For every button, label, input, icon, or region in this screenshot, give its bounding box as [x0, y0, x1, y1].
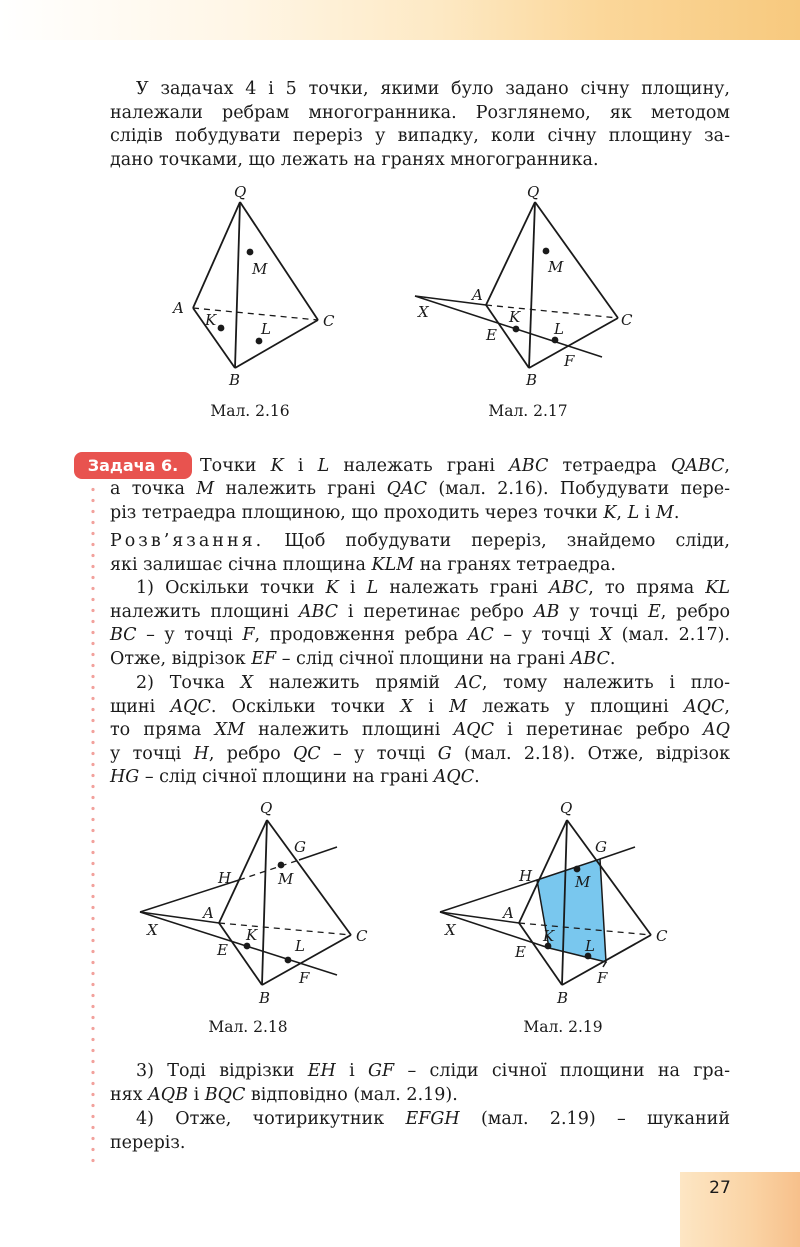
caption-2-18: Мал. 2.18: [208, 1018, 288, 1036]
page-corner-decoration: [680, 1172, 800, 1247]
task-badge: Задача 6.: [74, 452, 192, 479]
intro-paragraph: [110, 78, 730, 172]
label-m: M: [575, 873, 591, 891]
label-c: C: [323, 312, 335, 330]
label-q: Q: [234, 183, 247, 201]
label-h: H: [519, 867, 533, 885]
caption-2-16: Мал. 2.16: [210, 402, 290, 420]
task-statement: а точка M належить грані QAC (мал. 2.16). Побудувати пере- різ тетраедра площиною, що проходить через точки K, L і M.: [110, 479, 731, 523]
step-2: 2) Точка X належить прямій AC, тому належить і пло- щині AQC. Оскільки точки X і M лежать у площині AQC, то пряма XM належить площині AQC і перетинає ребро AQ у точці H, ребро QC – у точці G (мал. 2.18). Отже, відрізок HG – слід січної площини на грані AQC.: [110, 673, 731, 787]
caption-2-17: Мал. 2.17: [488, 402, 568, 420]
figure-2-19: [435, 795, 685, 1014]
page-number: 27: [709, 1178, 731, 1198]
intro-line: У задачах 4 і 5 точки, якими було задано січну площину,: [136, 79, 730, 99]
label-f: F: [597, 969, 608, 987]
label-c: C: [621, 311, 633, 329]
label-e: E: [486, 326, 497, 344]
label-q: Q: [260, 799, 273, 817]
step-1: 1) Оскільки точки K і L належать грані ABC, то пряма KL належить площині ABC і перетинає ребро AB у точці E, ребро BC – у точці F, продовження ребра AC – у точці X (мал. 2.17). Отже, відрізок EF – слід січної площини на грані ABC.: [110, 578, 730, 669]
intro-line: слідів побудувати переріз у випадку, коли січну площину за-: [110, 126, 730, 146]
label-a: A: [472, 286, 483, 304]
intro-line: дано точками, що лежать на гранях многогранника.: [110, 149, 599, 170]
label-m: M: [252, 260, 268, 278]
label-k: K: [246, 926, 258, 944]
label-g: G: [294, 838, 306, 856]
label-b: B: [557, 989, 569, 1007]
label-g: G: [595, 838, 607, 856]
label-k: K: [543, 927, 555, 945]
label-l: L: [295, 937, 305, 955]
label-b: B: [259, 989, 271, 1007]
header-decoration: [0, 0, 800, 40]
figure-2-17: [410, 180, 650, 399]
label-l: L: [554, 320, 564, 338]
step-4: 4) Отже, чотирикутник EFGH (мал. 2.19) – шуканий переріз.: [110, 1109, 730, 1153]
label-c: C: [356, 927, 368, 945]
label-h: H: [218, 869, 232, 887]
label-q: Q: [560, 799, 573, 817]
label-k: K: [509, 308, 521, 326]
caption-2-19: Мал. 2.19: [523, 1018, 603, 1036]
solution-intro: Розв’язання. Щоб побудувати переріз, знайдемо сліди, які залишає січна площина KLM на гранях тетраедра.: [110, 531, 730, 575]
task-statement-line-1: Точки K і L належать грані ABC тетраедра QABC,: [200, 456, 730, 476]
label-a: A: [173, 299, 184, 317]
label-x: X: [418, 303, 429, 321]
figure-2-18: [135, 795, 385, 1014]
label-a: A: [203, 904, 214, 922]
label-l: L: [261, 320, 271, 338]
label-c: C: [656, 927, 668, 945]
label-q: Q: [527, 183, 540, 201]
step-3: 3) Тоді відрізки EH і GF – сліди січної площини на гра- нях AQB і BQC відповідно (мал. 2.19).: [110, 1061, 730, 1105]
label-k: K: [205, 311, 217, 329]
label-m: M: [548, 258, 564, 276]
label-a: A: [503, 904, 514, 922]
label-b: B: [229, 371, 241, 389]
label-f: F: [299, 969, 310, 987]
label-x: X: [147, 921, 158, 939]
margin-dots-decoration: [91, 484, 95, 1164]
intro-line: належали ребрам многогранника. Розглянемо, як методом: [110, 102, 730, 123]
label-m: M: [278, 870, 294, 888]
label-l: L: [585, 937, 595, 955]
figure-2-16: [160, 180, 360, 399]
label-x: X: [445, 921, 456, 939]
label-b: B: [526, 371, 538, 389]
label-f: F: [564, 352, 575, 370]
label-e: E: [217, 941, 228, 959]
label-e: E: [515, 943, 526, 961]
solution-heading: Розв’язання.: [110, 531, 265, 551]
